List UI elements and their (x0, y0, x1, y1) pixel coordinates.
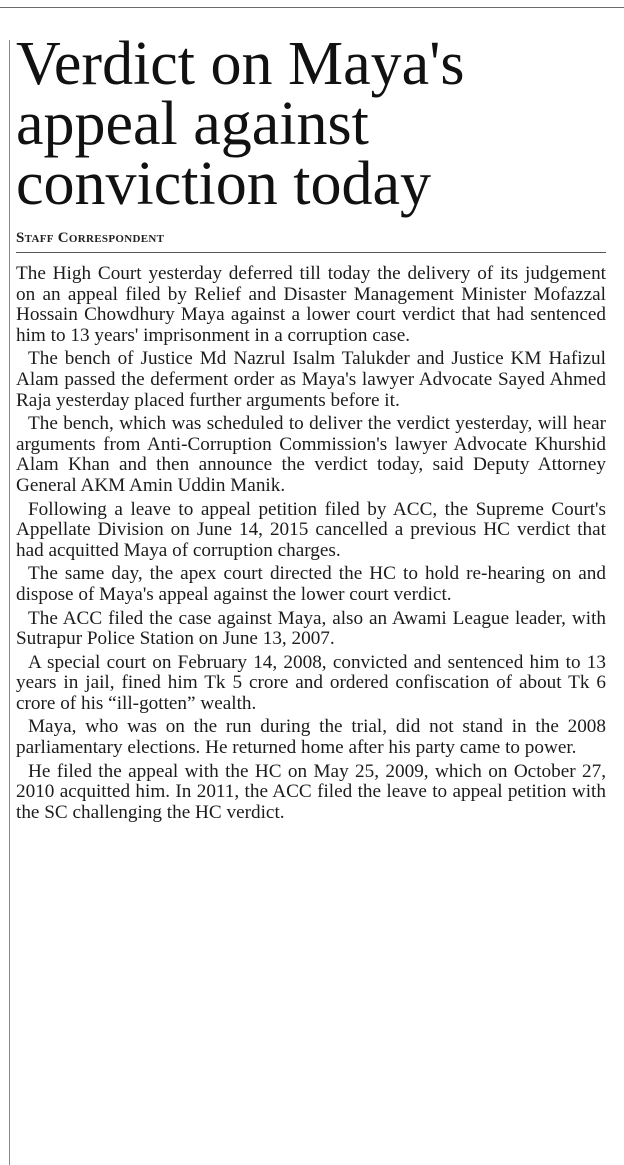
headline-line: appeal against (16, 90, 369, 158)
body-paragraph: Maya, who was on the run during the trial, did not stand in the 2008 parliamentary elections. He returned home after his party came to power. (16, 716, 606, 759)
body-paragraph: The bench, which was scheduled to deliver the verdict yesterday, will hear arguments from Anti-Corruption Commission's lawyer Advocate Khurshid Alam Khan and then announce the verdict today, said Deputy Attorney General AKM Amin Uddin Manik. (16, 413, 606, 496)
body-paragraph: The same day, the apex court directed the HC to hold re-hearing on and dispose of Maya's appeal against the lower court verdict. (16, 563, 606, 605)
article-byline: Staff Correspondent (16, 230, 606, 253)
headline-line: Verdict on Maya's (16, 30, 465, 98)
body-paragraph: The bench of Justice Md Nazrul Isalm Talukder and Justice KM Hafizul Alam passed the deferment order as Maya's lawyer Advocate Sayed Ahmed Raja yesterday placed further arguments before it. (16, 348, 606, 411)
body-paragraph: He filed the appeal with the HC on May 25, 2009, which on October 27, 2010 acquitted him. In 2011, the ACC filed the leave to appeal petition with the SC challenging the HC verdict. (16, 760, 606, 823)
article-body (16, 264, 606, 823)
top-border-rule (0, 7, 624, 8)
headline-line: conviction today (16, 150, 431, 218)
column-left-rule (9, 40, 10, 1165)
body-paragraph: A special court on February 14, 2008, convicted and sentenced him to 13 years in jail, fined him Tk 5 crore and ordered confiscation of about Tk 6 crore of his “ill-gotten” wealth. (16, 651, 606, 714)
article-headline (16, 30, 608, 218)
news-article (16, 30, 608, 826)
body-paragraph: Following a leave to appeal petition filed by ACC, the Supreme Court's Appellate Division on June 14, 2015 cancelled a previous HC verdict that had acquitted Maya of corruption charges. (16, 498, 606, 561)
body-paragraph: The ACC filed the case against Maya, also an Awami League leader, with Sutrapur Police Station on June 13, 2007. (16, 607, 606, 650)
body-paragraph: The High Court yesterday deferred till today the delivery of its judgement on an appeal filed by Relief and Disaster Management Minister Mofazzal Hossain Chowdhury Maya against a lower court verdict that had sentenced him to 13 years' imprisonment in a corruption case. (16, 263, 606, 346)
